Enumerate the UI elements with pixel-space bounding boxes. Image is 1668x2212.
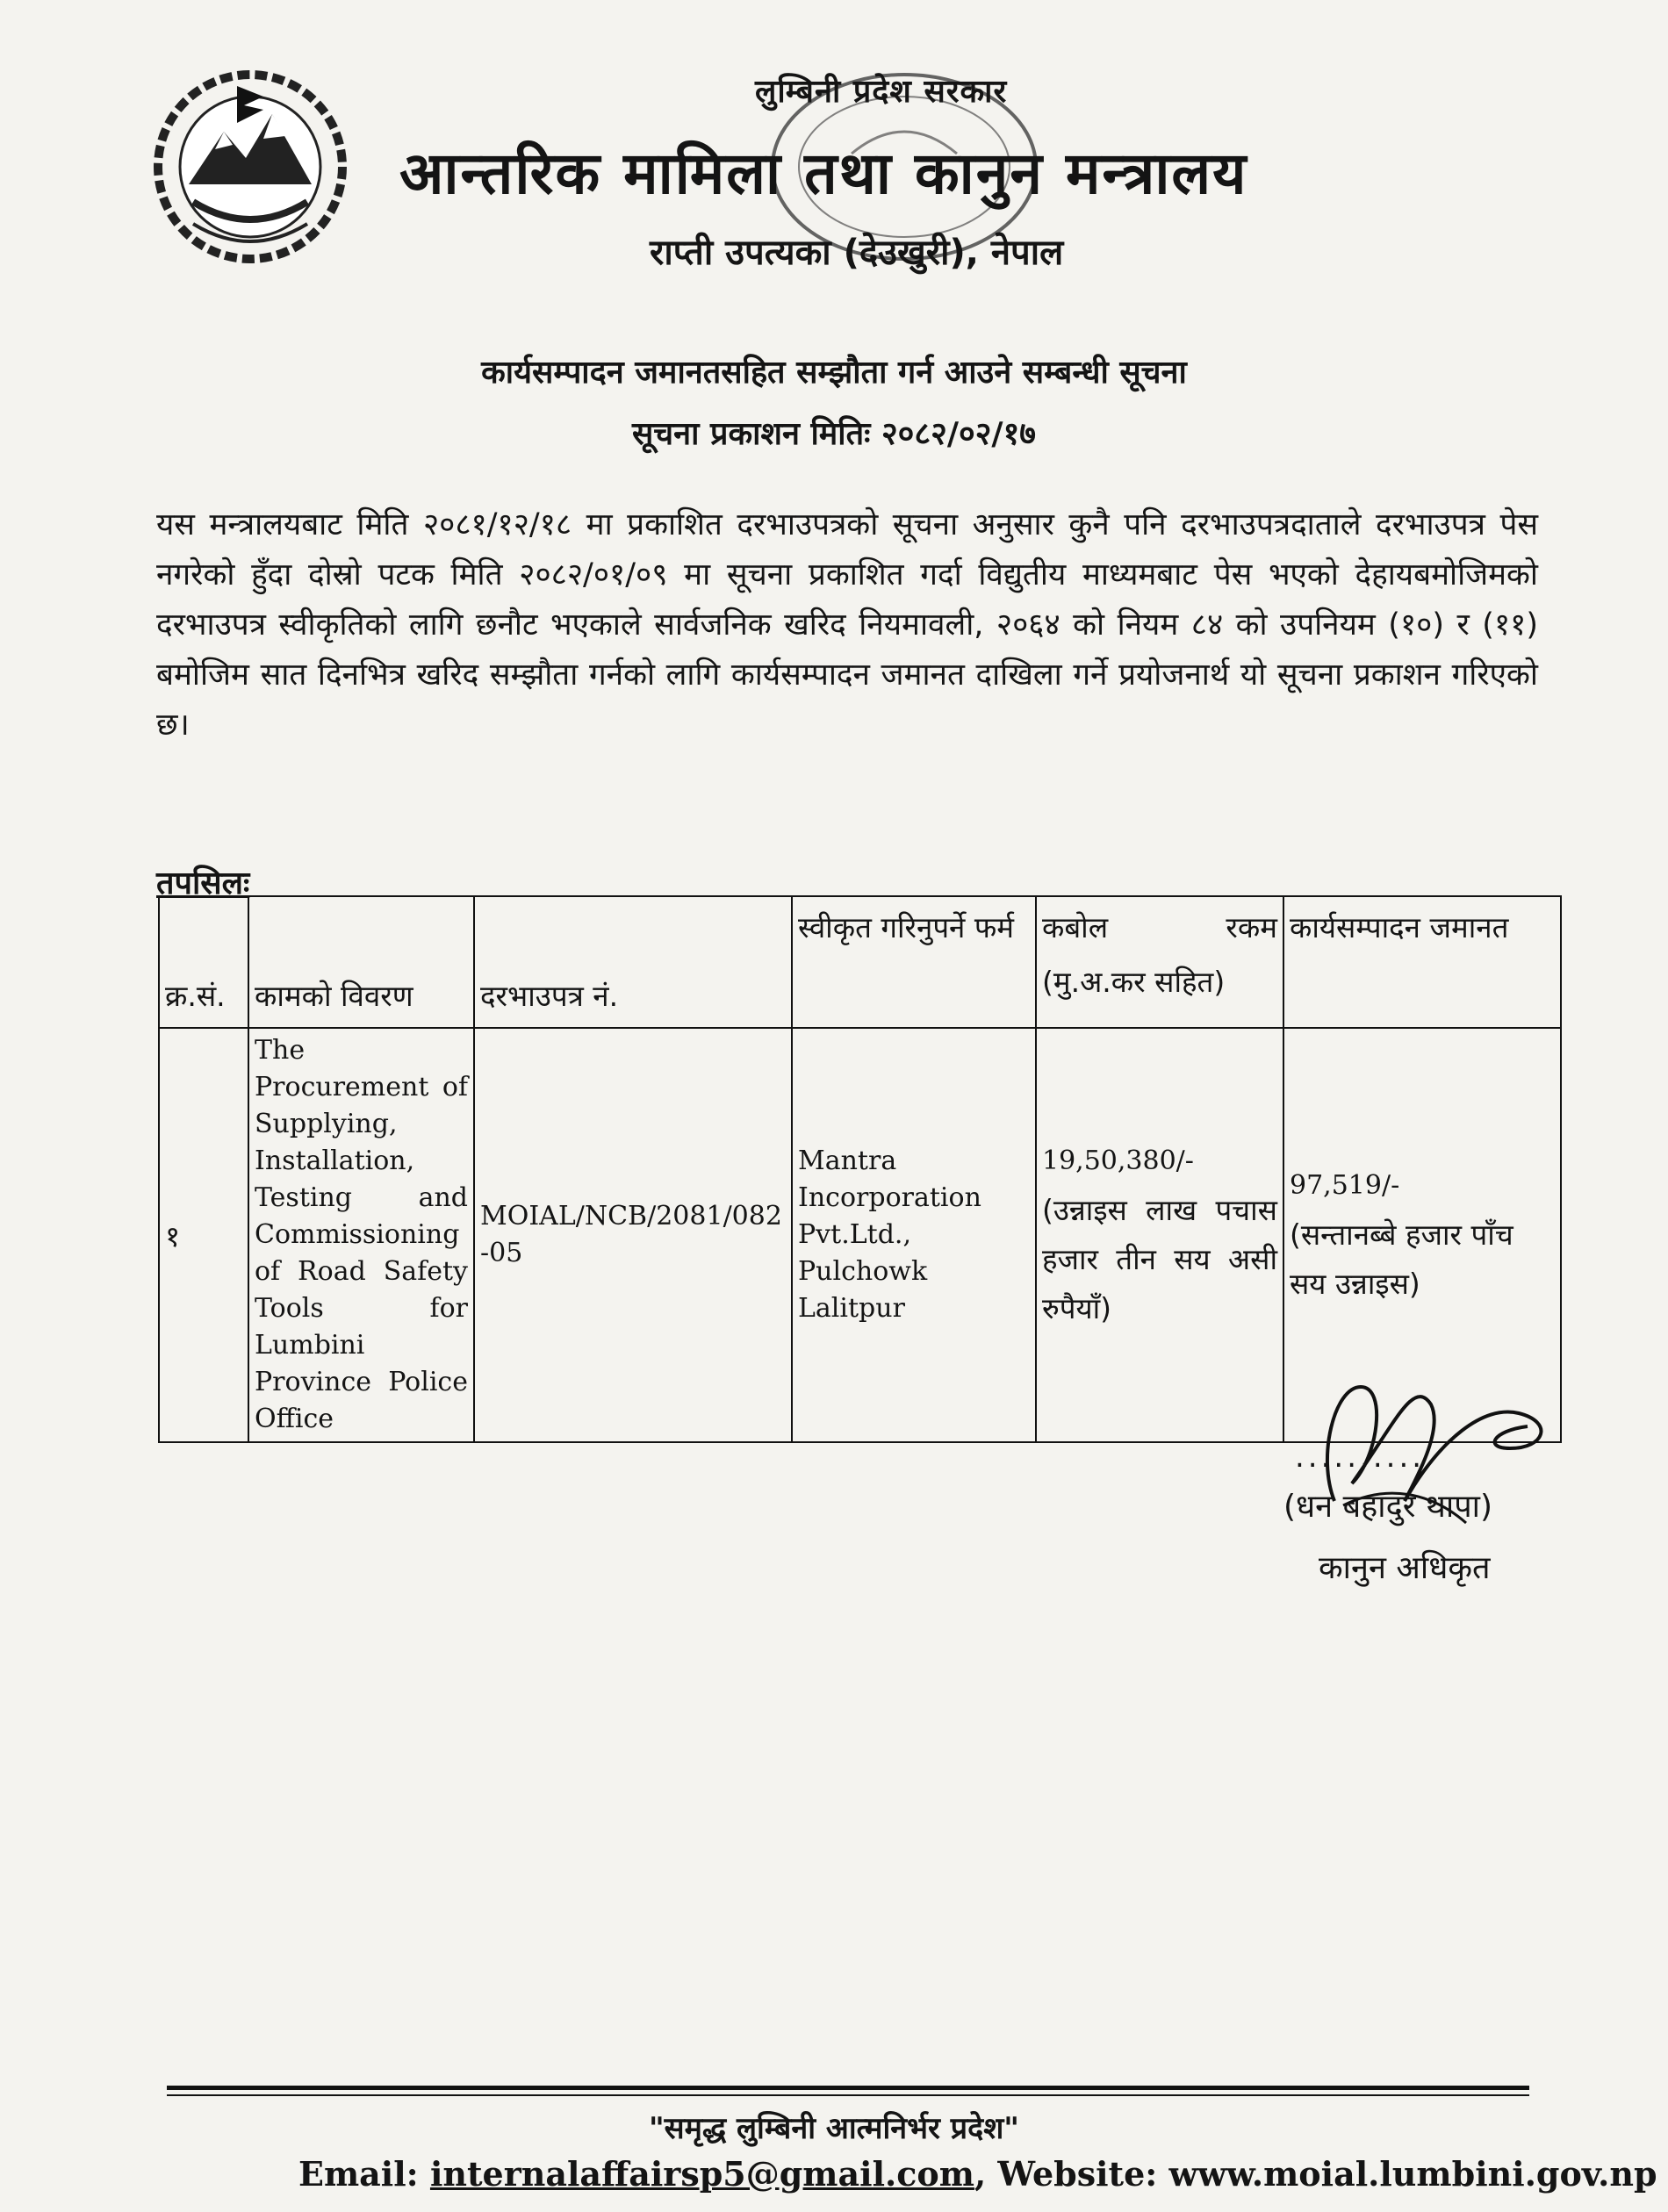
email-label: Email: bbox=[298, 2154, 419, 2194]
row-firm: Mantra Incorporation Pvt.Ltd., Pulchowk Lalitpur bbox=[792, 1028, 1036, 1442]
website-label: , Website: bbox=[974, 2154, 1158, 2194]
publication-date: सूचना प्रकाशन मितिः २०८२/०२/१७ bbox=[631, 416, 1037, 452]
row-bid-amount-cell bbox=[1036, 1028, 1283, 1442]
header-description: कामको विवरण bbox=[248, 896, 474, 1028]
website-link[interactable]: www.moial.lumbini.gov.np bbox=[1168, 2154, 1657, 2194]
row-bid-amount: 19,50,380/- bbox=[1042, 1146, 1194, 1176]
ministry-name: आन्तरिक मामिला तथा कानुन मन्त्रालय bbox=[399, 140, 1248, 207]
footer-divider bbox=[167, 2086, 1529, 2090]
nepal-emblem-icon bbox=[140, 61, 360, 272]
row-guarantee: 97,519/- bbox=[1290, 1170, 1400, 1201]
header-guarantee: कार्यसम्पादन जमानत bbox=[1283, 896, 1561, 1028]
ministry-address: राप्ती उपत्यका (देउखुरी), नेपाल bbox=[650, 233, 1064, 273]
officer-name: (धन बहादुर थापा) bbox=[1283, 1489, 1493, 1525]
signature-dots: .......... bbox=[1295, 1440, 1426, 1475]
row-guarantee-words: (सन्तानब्बे हजार पाँच सय उन्नाइस) bbox=[1290, 1217, 1513, 1301]
header-bid-no: दरभाउपत्र नं. bbox=[474, 896, 792, 1028]
footer-contact bbox=[298, 2154, 1657, 2194]
schedule-label: तपसिलः bbox=[156, 865, 250, 901]
row-bid-amount-words: (उन्नाइस लाख पचास हजार तीन सय असी रुपैयाँ) bbox=[1042, 1193, 1277, 1325]
header-sn: क्र.सं. bbox=[159, 896, 248, 1028]
row-bid-no: MOIAL/NCB/2081/082-05 bbox=[474, 1028, 792, 1442]
notice-subject: कार्यसम्पादन जमानतसहित सम्झौता गर्न आउने सम्बन्धी सूचना bbox=[481, 355, 1187, 391]
table-header-row bbox=[159, 896, 1561, 1028]
email-link[interactable]: internalaffairsp5@gmail.com bbox=[429, 2154, 974, 2194]
row-sn: १ bbox=[159, 1028, 248, 1442]
footer-slogan: "समृद्ध लुम्बिनी आत्मनिर्भर प्रदेश" bbox=[648, 2111, 1020, 2146]
officer-designation: कानुन अधिकृत bbox=[1319, 1550, 1491, 1586]
row-description: The Procurement of Supplying, Installation, Testing and Commissioning of Road Safety Tools for Lumbini Province Police Office bbox=[248, 1028, 474, 1442]
government-name: लुम्बिनी प्रदेश सरकार bbox=[755, 74, 1008, 110]
footer-divider-thin bbox=[167, 2094, 1529, 2096]
notice-body: यस मन्त्रालयबाट मिति २०८१/१२/१८ मा प्रकाशित दरभाउपत्रको सूचना अनुसार कुनै पनि दरभाउपत्रदाताले दरभाउपत्र पेस नगरेको हुँदा दोस्रो पटक मिति २०८२/०१/०९ मा सूचना प्रकाशित गर्दा विद्युतीय माध्यमबाट पेस भएको देहायबमोजिमको दरभाउपत्र स्वीकृतिको लागि छनौट भएकाले सार्वजनिक खरिद नियमावली, २०६४ को नियम ८४ को उपनियम (१०) र (११) बमोजिम सात दिनभित्र खरिद सम्झौता गर्नको लागि कार्यसम्पादन जमानत दाखिला गर्ने प्रयोजनार्थ यो सूचना प्रकाशन गरिएको छ। bbox=[156, 507, 1538, 743]
header-firm: स्वीकृत गरिनुपर्ने फर्म bbox=[792, 896, 1036, 1028]
header-bid-amount: कबोल रकम (मु.अ.कर सहित) bbox=[1036, 896, 1283, 1028]
